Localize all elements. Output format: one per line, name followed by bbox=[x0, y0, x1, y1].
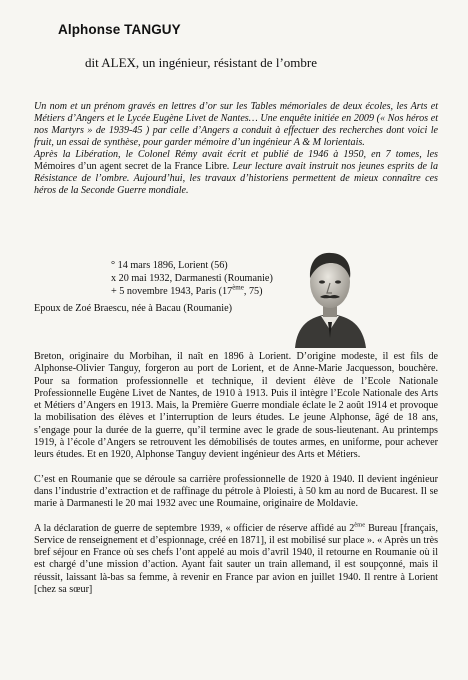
page-subtitle: dit ALEX, un ingénieur, résistant de l’ombre bbox=[85, 55, 317, 70]
portrait-photo bbox=[291, 238, 369, 348]
bio-paragraph-2: C’est en Roumanie que se déroule sa carrière professionnelle de 1920 à 1940. Il devient ingénieur dans l’industrie d’extraction et de raffinage du pétrole à Ploiesti, à 50 km au nord de Bucarest. Il se marie à Darmanesti le 20 mai 1932 avec une Roumaine, originaire de Moldavie. bbox=[34, 473, 438, 510]
bio-text: A la déclaration de guerre de septembre 1939, « officier de réserve affidé au 2 bbox=[34, 522, 355, 534]
death-text: + 5 novembre 1943, Paris (17 bbox=[111, 286, 233, 297]
book-title: Mémoires d’un agent secret de la France Libre bbox=[34, 161, 227, 172]
birth-record: ° 14 mars 1896, Lorient (56) bbox=[111, 260, 228, 271]
spouse-record: Epoux de Zoé Braescu, née à Bacau (Roumanie) bbox=[34, 303, 233, 314]
death-text: , 75) bbox=[243, 286, 263, 297]
biography-text bbox=[34, 351, 438, 596]
death-record bbox=[111, 285, 273, 298]
intro-paragraph-1: Un nom et un prénom gravés en lettres d’or sur les Tables mémoriales de deux écoles, les Arts et Métiers d’Angers et le Lycée Eugène Livet de Nantes… Une enquête initiée en 2009 (« Nos héros et nos Martyrs » de 1939-45 ) par celle d’Angers a conduit à effectuer des recherches dont voici le fruit, un essai de synthèse, pour garder mémoire d’un ingénieur A & M lorientais. bbox=[34, 101, 438, 148]
ordinal-suffix: ème bbox=[354, 521, 366, 529]
bio-text: Bureau [français, Service de renseignement et d’espionnage, créé en 1871], il est mobilisé sur place ». « Après un très bref séjour en France où ses chefs l’ont appelé au mois d’avril 1940, il retourne en Roumanie où il est chargé d’une mission d’action. Ayant fait sauter un train allemand, il est soupçonné, mais il réussit, laissant là-bas sa femme, à revenir en France par avion en juillet 1940. Il rentre à Lorient [chez sa sœur] bbox=[34, 522, 438, 596]
page-title: Alphonse TANGUY bbox=[58, 22, 181, 37]
intro-text: . Leur lecture avait instruit nos jeunes esprits de la Résistance de l’ombre. Aujourd’hui, les travaux d’historiens permettent de mieux connaître ces héros de la Seconde Guerre mondiale. bbox=[34, 161, 438, 196]
bio-paragraph-1: Breton, originaire du Morbihan, il naît en 1896 à Lorient. D’origine modeste, il est fils de Alphonse-Olivier Tanguy, forgeron au port de Lorient, et de Anne-Marie Jacquesson, bouchère. Pour sa formation professionnelle et technique, il devient élève de l’Ecole Nationale Professionnelle Eugène Livet de Nantes, de 1910 à 1913. Puis il intègre l’Ecole Nationale des Arts et Métiers d’Angers en 1913. Mais, la Première Guerre mondiale éclate le 2 août 1914 et provoque la mobilisation des élèves et l’interruption de leurs études. Le jeune Alphonse, âgé de 18 ans, s’engage pour la durée de la guerre, qu’il termine avec le grade de sous-lieutenant. Au printemps 1919, à l’école d’Angers se retrouvent les démobilisés de toutes armes, en uniforme, pour achever leurs études. Et en 1920, Alphonse Tanguy devient ingénieur des Arts et Métiers. bbox=[34, 351, 438, 461]
intro-block bbox=[34, 101, 438, 197]
bio-paragraph-3 bbox=[34, 523, 438, 597]
marriage-record: x 20 mai 1932, Darmanesti (Roumanie) bbox=[111, 273, 273, 284]
intro-paragraph-2 bbox=[34, 149, 438, 197]
ordinal-suffix: ème bbox=[232, 283, 244, 292]
vital-records bbox=[111, 259, 273, 298]
intro-text: Après la Libération, le Colonel Rémy avait écrit et publié de 1946 à 1950, en 7 tomes, les bbox=[34, 149, 438, 160]
